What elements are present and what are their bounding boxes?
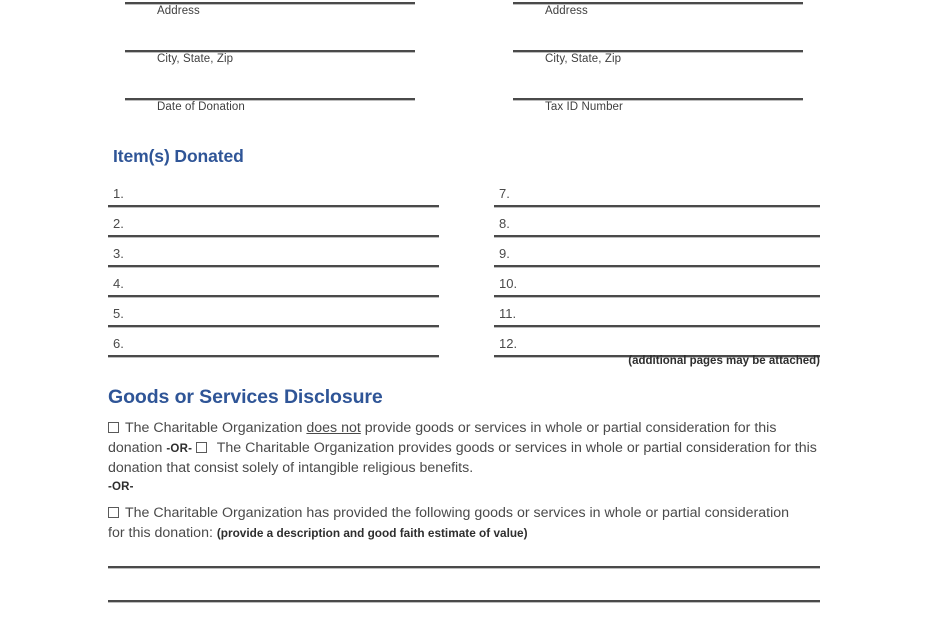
left-field-label-date-of-donation: Date of Donation bbox=[157, 101, 245, 113]
disclosure-option-1-emphasis: does not bbox=[306, 420, 361, 436]
disclosure-checkbox-2[interactable] bbox=[196, 442, 207, 453]
left-field-rule-date-of-donation bbox=[125, 98, 415, 100]
item-number-3: 3. bbox=[113, 246, 124, 261]
item-number-1: 1. bbox=[113, 186, 124, 201]
item-line-7 bbox=[494, 205, 820, 207]
item-line-3 bbox=[108, 265, 439, 267]
left-field-label-address: Address bbox=[157, 5, 200, 17]
left-field-rule-city-state-zip bbox=[125, 50, 415, 52]
item-line-10 bbox=[494, 295, 820, 297]
item-line-4 bbox=[108, 295, 439, 297]
disclosure-or-separator: -OR- bbox=[108, 481, 134, 493]
right-field-label-city-state-zip: City, State, Zip bbox=[545, 53, 622, 65]
right-field-rule-city-state-zip bbox=[513, 50, 803, 52]
item-line-1 bbox=[108, 205, 439, 207]
disclosure-option-2-text: The Charitable Organization has provided the following goods or services in whole or partial consideration for this donation: bbox=[108, 505, 790, 541]
disclosure-checkbox-3[interactable] bbox=[108, 507, 119, 518]
item-line-8 bbox=[494, 235, 820, 237]
disclosure-option-1-text-part2: provide goods or services in whole or partial consideration for this donation bbox=[108, 420, 777, 456]
disclosure-checkbox-1[interactable] bbox=[108, 422, 119, 433]
description-write-in-line-1 bbox=[108, 566, 820, 568]
item-number-12: 12. bbox=[499, 336, 518, 351]
item-line-6 bbox=[108, 355, 439, 357]
item-line-2 bbox=[108, 235, 439, 237]
left-field-rule-address bbox=[125, 2, 415, 4]
item-number-9: 9. bbox=[499, 246, 510, 261]
right-field-rule-address bbox=[513, 2, 803, 4]
item-number-2: 2. bbox=[113, 216, 124, 231]
additional-pages-note: (additional pages may be attached) bbox=[628, 355, 820, 367]
items-donated-heading: Item(s) Donated bbox=[113, 146, 244, 166]
item-number-7: 7. bbox=[499, 186, 510, 201]
right-field-label-tax-id-number: Tax ID Number bbox=[545, 101, 623, 113]
item-number-10: 10. bbox=[499, 276, 518, 291]
item-line-9 bbox=[494, 265, 820, 267]
left-field-label-city-state-zip: City, State, Zip bbox=[157, 53, 234, 65]
item-number-11: 11. bbox=[499, 306, 517, 321]
disclosure-option-1-paragraph bbox=[108, 419, 818, 479]
disclosure-option-2-fine-print: (provide a description and good faith estimate of value) bbox=[216, 525, 528, 540]
disclosure-option-1-text-part3: The Charitable Organization provides goods or services in whole or partial consideration for this donation that consist solely of intangible religious benefits. bbox=[108, 439, 817, 476]
item-number-4: 4. bbox=[113, 276, 124, 291]
description-write-in-line-2 bbox=[108, 600, 820, 602]
item-number-5: 5. bbox=[113, 306, 124, 321]
right-field-label-address: Address bbox=[545, 5, 588, 17]
item-number-8: 8. bbox=[499, 216, 510, 231]
disclosure-option-2-paragraph bbox=[108, 504, 808, 543]
right-field-rule-tax-id-number bbox=[513, 98, 803, 100]
disclosure-option-1-text-part1: The Charitable Organization bbox=[125, 420, 307, 436]
item-number-6: 6. bbox=[113, 336, 124, 351]
disclosure-option-1-or-label: -OR- bbox=[166, 442, 193, 455]
item-line-5 bbox=[108, 325, 439, 327]
goods-services-disclosure-heading: Goods or Services Disclosure bbox=[108, 386, 383, 408]
item-line-11 bbox=[494, 325, 820, 327]
